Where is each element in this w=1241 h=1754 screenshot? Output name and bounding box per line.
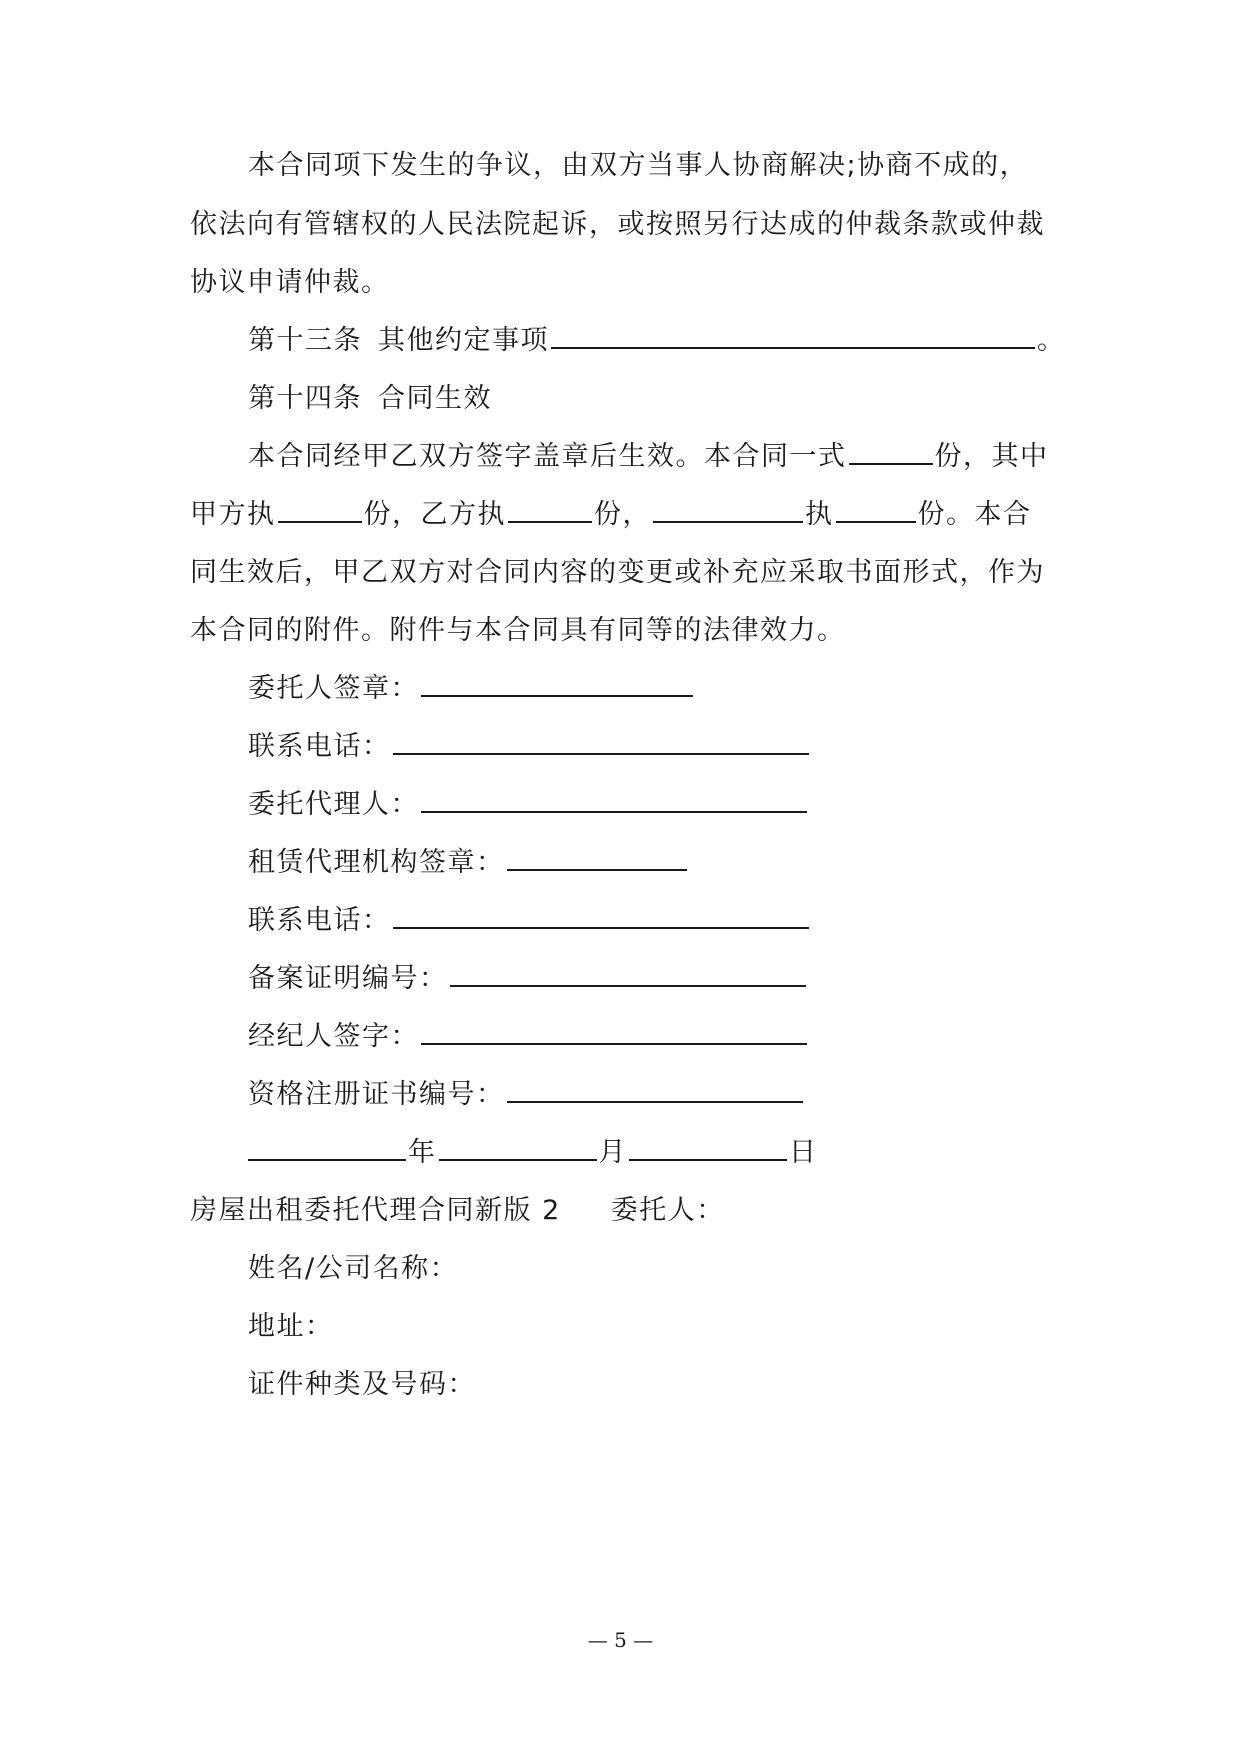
broker-sign-row: 经纪人签字： <box>248 1017 809 1057</box>
article-13: 第十三条 其他约定事项 。 <box>248 321 1066 361</box>
date-row: 年 月 日 <box>248 1133 818 1173</box>
article-14-title: 合同生效 <box>378 383 492 414</box>
principal-seal-field[interactable] <box>421 669 693 697</box>
agency-seal-field[interactable] <box>507 843 687 871</box>
agency-seal-row: 租赁代理机构签章： <box>248 843 689 883</box>
phone-row-2: 联系电话： <box>248 901 811 941</box>
agent-row: 委托代理人： <box>248 785 809 825</box>
article-13-label: 第十三条 <box>248 325 362 356</box>
effect-paragraph-line-3: 同生效后，甲乙双方对合同内容的变更或补充应采取书面形式，作为 <box>190 557 1045 588</box>
version-2-title: 房屋出租委托代理合同新版 2 <box>190 1195 561 1226</box>
broker-sign-field[interactable] <box>421 1017 807 1045</box>
agency-phone-field[interactable] <box>393 901 809 929</box>
party-b-copies-blank[interactable] <box>508 495 592 523</box>
article-14-label: 第十四条 <box>248 383 362 414</box>
day-field[interactable] <box>629 1133 787 1161</box>
name-row: 姓名/公司名称： <box>248 1253 459 1284</box>
effect-paragraph-line-2: 甲方执 份，乙方执 份， 执 份。本合 <box>190 495 1032 535</box>
principal-seal-row: 委托人签章： <box>248 669 695 709</box>
agent-field[interactable] <box>421 785 807 813</box>
third-party-copies-blank[interactable] <box>836 495 916 523</box>
version-2-principal-label: 委托人： <box>610 1195 725 1226</box>
page-number: — 5 — <box>587 1628 654 1652</box>
month-field[interactable] <box>439 1133 597 1161</box>
party-a-copies-blank[interactable] <box>278 495 362 523</box>
filing-number-field[interactable] <box>450 959 806 987</box>
third-party-name-blank[interactable] <box>653 495 803 523</box>
dispute-paragraph-line-2: 依法向有管辖权的人民法院起诉，或按照另行达成的仲裁条款或仲裁 <box>190 209 1045 240</box>
copies-total-blank[interactable] <box>849 437 933 465</box>
article-14 <box>248 379 492 419</box>
id-type-row: 证件种类及号码： <box>248 1369 476 1400</box>
year-field[interactable] <box>248 1133 406 1161</box>
phone-row-1: 联系电话： <box>248 727 811 767</box>
filing-number-row: 备案证明编号： <box>248 959 808 999</box>
cert-number-field[interactable] <box>507 1075 803 1103</box>
version-2-heading-row <box>190 1191 725 1231</box>
dispute-paragraph-line-3: 协议申请仲裁。 <box>190 267 390 298</box>
address-row: 地址： <box>248 1311 334 1342</box>
cert-number-row: 资格注册证书编号： <box>248 1075 805 1115</box>
effect-paragraph-line-4: 本合同的附件。附件与本合同具有同等的法律效力。 <box>190 615 846 646</box>
effect-paragraph-line-1: 本合同经甲乙双方签字盖章后生效。本合同一式 份，其中 <box>248 437 1049 477</box>
article-13-title: 其他约定事项 <box>378 325 549 356</box>
other-matters-blank[interactable] <box>551 321 1035 349</box>
dispute-paragraph-line-1: 本合同项下发生的争议，由双方当事人协商解决;协商不成的， <box>248 150 1029 181</box>
principal-phone-field[interactable] <box>393 727 809 755</box>
